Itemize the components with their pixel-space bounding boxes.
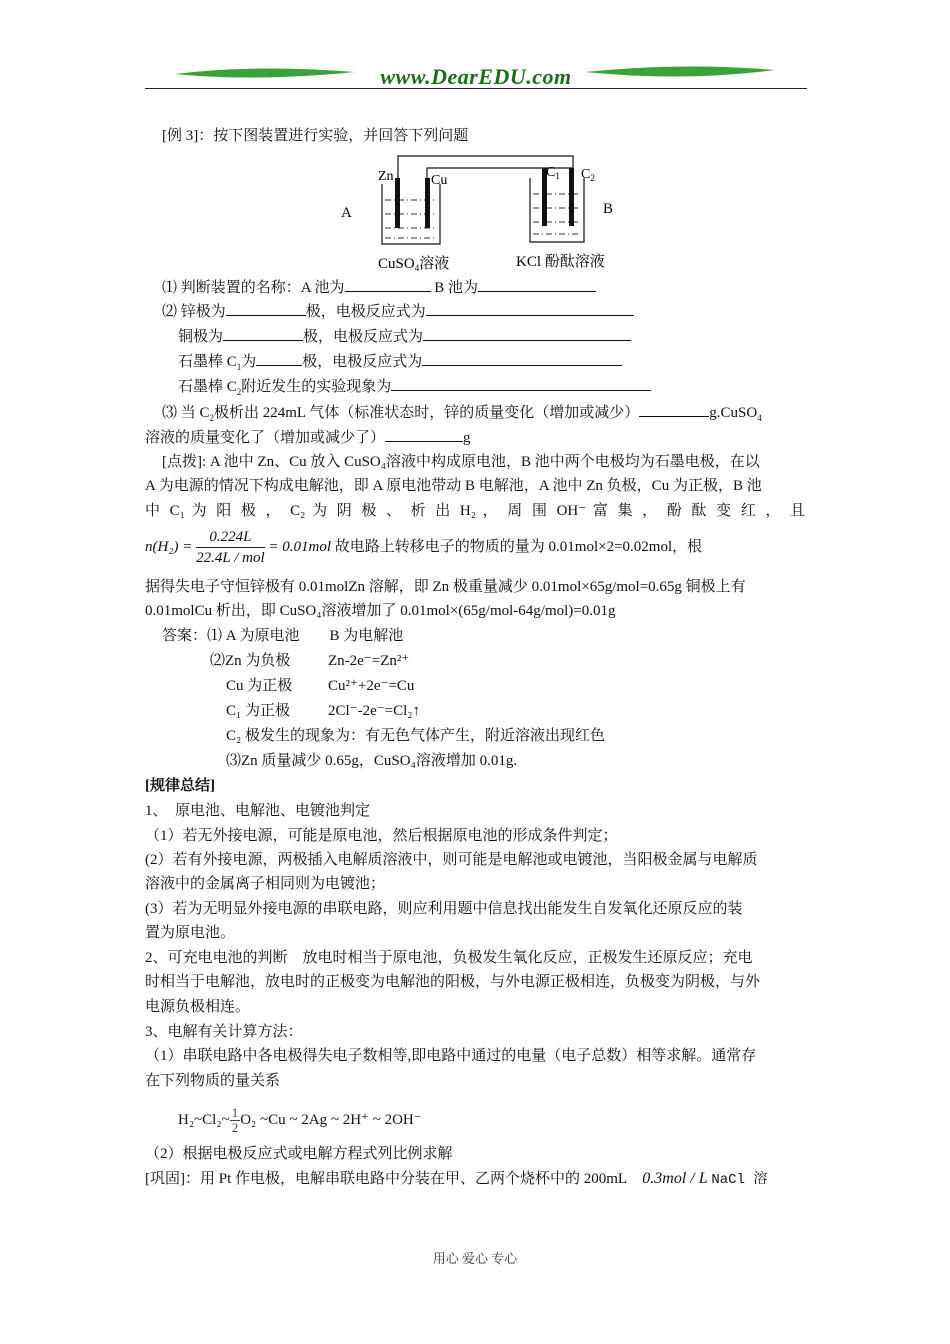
question-3-line-2: 溶液的质量变化了（增加或减少了） g	[145, 427, 471, 448]
answer-blank[interactable]	[226, 301, 306, 316]
answer-blank[interactable]	[426, 301, 634, 316]
page-header	[145, 62, 807, 92]
summary-1b-line-1: (2）若有外接电源，两极插入电解质溶液中，则可能是电解池或电镀池，当阳极金属与电解质	[145, 852, 758, 868]
summary-2-line-2: 时相当于电解池，放电时的正极变为电解池的阳极，与外电源正极相连，负极变为阴极，与外	[145, 974, 761, 990]
summary-3a-line-2: 在下列物质的量关系	[145, 1073, 281, 1089]
c1-label: $C_1$	[546, 165, 560, 181]
answer-5: C₂ 极发生的现象为：有无色气体产生，附近溶液出现红色	[226, 728, 605, 744]
answer-2-label: ⑵Zn 为负极	[210, 653, 291, 669]
answer-blank[interactable]	[385, 427, 463, 442]
apparatus-diagram	[330, 148, 660, 278]
question-1: ⑴ 判断装置的名称：A 池为 B 池为	[162, 277, 596, 298]
formula-lhs: n(H₂) =	[145, 538, 193, 555]
hint-line-4: n(H₂) = $\frac{0.224L}{\text{22.4L / mol}}$ = 0.01mol 故电路上转移电子的物质的量为 0.01mol×2=0.02mol，根	[145, 529, 703, 566]
answer-6: ⑶Zn 质量减少 0.65g，CuSO₄溶液增加 0.01g.	[226, 753, 518, 769]
question-3-line-1: ⑶ 当 $C_2$极析出 224mL 气体（标准状态时，锌的质量变化（增加或减少） g.CuSO$_4$	[162, 402, 762, 423]
example-title: [例 3]：按下图装置进行实验，并回答下列问题	[162, 128, 469, 144]
question-2-c2: 石墨棒 $C_2$附近发生的实验现象为	[178, 376, 651, 397]
summary-2-line-1: 2、可充电电池的判断 放电时相当于原电池，负极发生氧化反应，正极发生还原反应；充电	[145, 950, 753, 966]
formula-fraction: $\frac{0.224L}{\text{22.4L / mol}}$	[196, 529, 265, 566]
c2-label: $C_2$	[581, 167, 595, 183]
summary-2-line-3: 电源负极相连。	[145, 999, 251, 1015]
summary-point-3: 3、电解有关计算方法：	[145, 1024, 303, 1040]
half-fraction: $\frac{1}{2}$	[231, 1105, 239, 1135]
hint-line-3: 中 C₁ 为 阳 极 ， C₂ 为 阴 极 、 析 出 H₂ ， 周 围 OH⁻ 富 集 ， 酚 酞 变 红 ， 且	[145, 503, 805, 519]
formula-rhs: = 0.01mol	[268, 538, 332, 555]
hint-line-5: 据得失电子守恒锌极有 0.01molZn 溶解，即 Zn 极重量减少 0.01mol×65g/mol=0.65g 铜极上有	[145, 579, 746, 595]
answer-blank[interactable]	[639, 402, 709, 417]
summary-1c-line-1: (3）若为无明显外接电源的串联电路，则应利用题中信息找出能发生自发氧化还原反应的装	[145, 901, 743, 917]
question-2-zn: ⑵ 锌极为 极，电极反应式为	[162, 301, 634, 322]
cell-a-label: A	[341, 205, 352, 221]
hint-line-2: A 为电源的情况下构成电解池，即 A 原电池带动 B 电解池，A 池中 Zn 负极，Cu 为正极，B 池	[145, 478, 762, 494]
answer-blank[interactable]	[256, 351, 302, 366]
answer-blank[interactable]	[223, 326, 303, 341]
answer-blank[interactable]	[391, 376, 651, 391]
summary-title: [规律总结]	[145, 778, 215, 794]
answer-blank[interactable]	[423, 326, 631, 341]
site-logo[interactable]: www.DearEDU.com	[380, 64, 572, 89]
summary-3b: （2）根据电极反应式或电解方程式列比例求解	[145, 1146, 453, 1162]
hint-line-6: 0.01molCu 析出，即 CuSO₄溶液增加了 0.01mol×(65g/mol-64g/mol)=0.01g	[145, 603, 616, 619]
summary-3a-line-1: （1）串联电路中各电极得失电子数相等,即电路中通过的电量（电子总数）相等求解。通常存	[145, 1048, 757, 1064]
answer-blank[interactable]	[478, 277, 596, 292]
answer-1: 答案：⑴ A 为原电池 B 为电解池	[162, 628, 404, 644]
question-2-cu: 铜极为 极，电极反应式为	[178, 326, 631, 347]
answer-3-label: Cu 为正极	[226, 678, 293, 694]
hint-line-1: [点拨]: A 池中 Zn、Cu 放入 CuSO₄溶液中构成原电池，B 池中两个电极均为石墨电极，在以	[162, 454, 760, 470]
solution-a-label: CuSO$_4$溶液	[378, 256, 450, 273]
zn-label: Zn	[378, 169, 394, 184]
summary-1b-line-2: 溶液中的金属离子相同则为电镀池；	[145, 876, 386, 892]
summary-1c-line-2: 置为原电池。	[145, 925, 236, 941]
cu-label: Cu	[431, 173, 448, 188]
question-2-c1: 石墨棒 $C_1$为 极，电极反应式为	[178, 351, 622, 372]
page-footer: 用心 爱心 专心	[432, 1251, 518, 1266]
answer-blank[interactable]	[345, 277, 431, 292]
cell-b-label: B	[603, 201, 614, 217]
summary-1a: （1）若无外接电源，可能是原电池，然后根据原电池的形成条件判定；	[145, 828, 618, 844]
answer-4-equation: 2Cl⁻-2e⁻=Cl₂↑	[328, 703, 421, 719]
answer-blank[interactable]	[422, 351, 622, 366]
header-rule	[145, 88, 807, 89]
consolidate-line: [巩固]：用 Pt 作电极，电解串联电路中分装在甲、乙两个烧杯中的 200mL 0.3mol / L NaCl 溶	[145, 1170, 768, 1188]
summary-point-1: 1、 原电池、电解池、电镀池判定	[145, 803, 371, 819]
answer-2-equation: Zn-2e⁻=Zn²⁺	[328, 653, 410, 669]
answer-4-label: C₁ 为正极	[226, 703, 290, 719]
solution-b-label: KCl 酚酞溶液	[516, 254, 605, 270]
answer-3-equation: Cu²⁺+2e⁻=Cu	[328, 678, 415, 694]
mole-relation: H₂~Cl₂~ $\frac{1}{2}$ O₂ ~Cu ~ 2Ag ~ 2H⁺ ~ 2OH⁻	[178, 1105, 422, 1135]
concentration: 0.3mol / L	[642, 1170, 708, 1187]
